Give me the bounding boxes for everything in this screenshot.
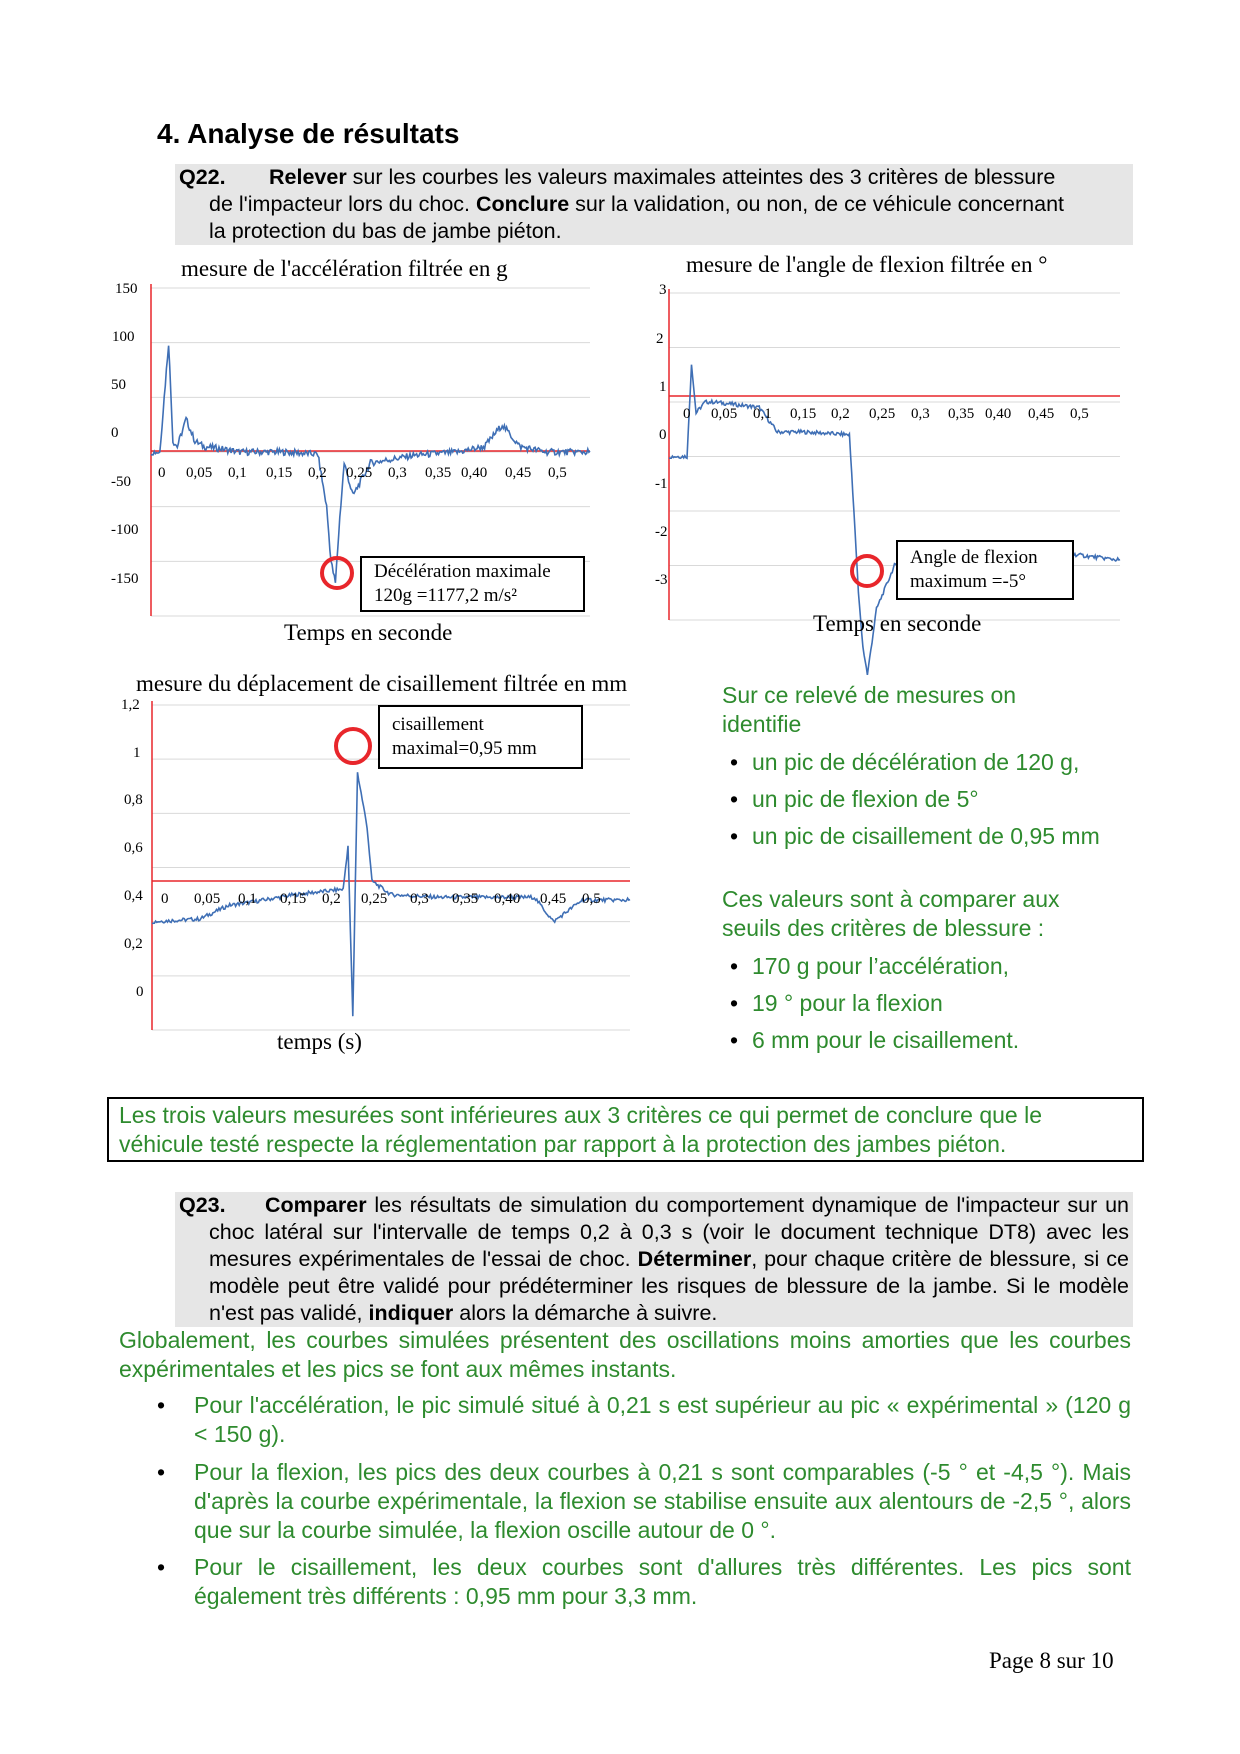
x-tick: 0,05 bbox=[711, 406, 738, 422]
bullet-text: Pour l'accélération, le pic simulé situé à 0,21 s est supérieur au pic « expérimental » (120 g < 150 g). bbox=[194, 1392, 1131, 1447]
y-tick: -50 bbox=[111, 474, 131, 490]
x-tick: 0,45 bbox=[1028, 406, 1055, 422]
x-axis-label: temps (s) bbox=[277, 1029, 362, 1054]
y-tick: 0,4 bbox=[124, 888, 143, 904]
question-id: Q23. bbox=[179, 1193, 226, 1217]
question-q23 bbox=[175, 1192, 1133, 1327]
x-tick: 0,40 bbox=[985, 406, 1012, 422]
x-tick: 0 bbox=[161, 891, 169, 907]
x-tick: 0,05 bbox=[194, 891, 221, 907]
bullet-text: Pour le cisaillement, les deux courbes sont d'allures très différentes. Les pics sont également très différents : 0,95 mm pour 3,3 mm. bbox=[194, 1554, 1131, 1609]
x-tick: 0,25 bbox=[869, 406, 896, 422]
y-tick: 0,8 bbox=[124, 792, 143, 808]
x-tick: 0 bbox=[158, 465, 166, 481]
x-tick: 0,15 bbox=[266, 465, 293, 481]
x-tick: 0,5 bbox=[548, 465, 567, 481]
y-tick: 0 bbox=[136, 984, 144, 1000]
list-item: • 19 ° pour la flexion bbox=[722, 989, 1142, 1026]
y-tick: -2 bbox=[655, 524, 668, 540]
x-tick: 0,35 bbox=[425, 465, 452, 481]
x-axis-label: Temps en seconde bbox=[813, 611, 982, 636]
bullet-icon: • bbox=[157, 1459, 166, 1485]
q23-text2: , pour chaque critère de blessure, si ce modèle peut être validé pour prédéterminer les risques de blessure de la jambe. Si le modèle n'est pas validé, bbox=[209, 1247, 1130, 1325]
y-tick: -150 bbox=[111, 571, 139, 587]
q23-verb3: indiquer bbox=[368, 1301, 454, 1325]
x-tick: 0,25 bbox=[346, 465, 373, 481]
peaks-list bbox=[722, 748, 1142, 859]
x-tick: 0,3 bbox=[388, 465, 407, 481]
x-tick: 0,35 bbox=[948, 406, 975, 422]
x-axis-label: Temps en seconde bbox=[284, 620, 453, 645]
chart-title: mesure du déplacement de cisaillement filtrée en mm bbox=[136, 671, 628, 696]
q22-line3: la protection du bas de jambe piéton. bbox=[209, 219, 562, 243]
x-tick: 0,45 bbox=[505, 465, 532, 481]
x-tick: 0 bbox=[683, 406, 691, 422]
x-tick: 0,1 bbox=[753, 406, 772, 422]
y-tick: 2 bbox=[656, 331, 664, 347]
chart-title: mesure de l'accélération filtrée en g bbox=[181, 256, 508, 281]
y-tick: 150 bbox=[115, 281, 138, 297]
q23-verb1: Comparer bbox=[265, 1193, 367, 1217]
conclusion-box: Les trois valeurs mesurées sont inférieures aux 3 critères ce qui permet de conclure que le véhicule testé respecte la réglementation par rapport à la protection des jambes piéton. bbox=[107, 1097, 1144, 1162]
thresholds-list bbox=[722, 952, 1142, 1063]
x-tick: 0,15 bbox=[790, 406, 817, 422]
q22-text1: sur les courbes les valeurs maximales atteintes des 3 critères de blessure bbox=[346, 165, 1056, 189]
bullet-text: Pour la flexion, les pics des deux courbes à 0,21 s sont comparables (-5 ° et -4,5 °). Mais d'après la courbe expérimentale, la flexion se stabilise ensuite aux alentours de -2,5 °, alors que sur la courbe simulée, la flexion oscille autour de 0 °. bbox=[194, 1459, 1131, 1543]
y-tick: 100 bbox=[112, 329, 135, 345]
y-tick: 0,6 bbox=[124, 840, 143, 856]
y-tick: 1 bbox=[659, 379, 667, 395]
findings-intro: Sur ce relevé de mesures on identifie bbox=[722, 682, 1017, 737]
q23-verb2: Déterminer bbox=[637, 1247, 752, 1271]
x-tick: 0,05 bbox=[186, 465, 213, 481]
y-tick: 0 bbox=[659, 427, 667, 443]
y-tick: -3 bbox=[655, 572, 668, 588]
section-title: 4. Analyse de résultats bbox=[157, 118, 460, 149]
annotation-line: Décélération maximale bbox=[374, 561, 551, 582]
x-tick: 0,3 bbox=[410, 891, 429, 907]
x-tick: 0,5 bbox=[1070, 406, 1089, 422]
y-tick: -1 bbox=[655, 476, 668, 492]
x-tick: 0,3 bbox=[911, 406, 930, 422]
chart-title: mesure de l'angle de flexion filtrée en ° bbox=[686, 252, 1048, 277]
list-item: • 170 g pour l’accélération, bbox=[722, 952, 1142, 989]
page-number: Page 8 sur 10 bbox=[989, 1648, 1114, 1673]
y-tick: 0,2 bbox=[124, 936, 143, 952]
x-tick: 0,2 bbox=[831, 406, 850, 422]
x-tick: 0,25 bbox=[361, 891, 388, 907]
annotation-line: maximal=0,95 mm bbox=[392, 738, 537, 759]
list-item: • un pic de décélération de 120 g, bbox=[722, 748, 1142, 785]
annotation-line: Angle de flexion bbox=[910, 547, 1038, 568]
answer-intro: Globalement, les courbes simulées présentent des oscillations moins amorties que les courbes expérimentales et les pics se font aux mêmes instants. bbox=[119, 1327, 1131, 1382]
list-item: • un pic de cisaillement de 0,95 mm bbox=[722, 822, 1142, 859]
y-tick: 50 bbox=[111, 377, 126, 393]
annotation-box bbox=[378, 705, 583, 769]
y-tick: 0 bbox=[111, 425, 119, 441]
bullet-icon: • bbox=[157, 1554, 166, 1580]
annotation-line: cisaillement bbox=[392, 714, 484, 735]
q23-text3: alors la démarche à suivre. bbox=[453, 1301, 718, 1325]
x-tick: 0,40 bbox=[461, 465, 488, 481]
x-tick: 0,5 bbox=[582, 891, 601, 907]
x-tick: 0,15 bbox=[280, 891, 307, 907]
x-tick: 0,1 bbox=[238, 891, 257, 907]
y-tick: 1,2 bbox=[121, 697, 140, 713]
x-tick: 0,40 bbox=[494, 891, 521, 907]
q22-verb2: Conclure bbox=[476, 192, 570, 216]
list-item: • un pic de flexion de 5° bbox=[722, 785, 1142, 822]
x-tick: 0,35 bbox=[452, 891, 479, 907]
q22-verb1: Relever bbox=[269, 165, 347, 189]
y-tick: -100 bbox=[111, 522, 139, 538]
y-tick: 1 bbox=[133, 745, 141, 761]
peak-circle bbox=[334, 727, 372, 765]
bullet-icon: • bbox=[157, 1392, 166, 1418]
compare-intro: Ces valeurs sont à comparer aux seuils des critères de blessure : bbox=[722, 886, 1060, 941]
y-tick: 3 bbox=[659, 282, 667, 298]
question-id: Q22. bbox=[179, 165, 226, 189]
q22-line2: de l'impacteur lors du choc. bbox=[209, 192, 477, 216]
x-tick: 0,1 bbox=[228, 465, 247, 481]
x-tick: 0,45 bbox=[540, 891, 567, 907]
annotation-line: 120g =1177,2 m/s² bbox=[374, 585, 517, 606]
q22-text2: sur la validation, ou non, de ce véhicule concernant bbox=[569, 192, 1065, 216]
x-tick: 0,2 bbox=[308, 465, 327, 481]
q23-text1: les résultats de simulation du comportement dynamique de l'impacteur sur un choc latéral sur l'intervalle de temps 0,2 à 0,3 s (voir le document technique DT8) avec les mesures expérimentales de l'essai de choc. bbox=[209, 1193, 1129, 1271]
list-item: • 6 mm pour le cisaillement. bbox=[722, 1026, 1142, 1063]
x-tick: 0,2 bbox=[322, 891, 341, 907]
annotation-line: maximum =-5° bbox=[910, 571, 1026, 592]
